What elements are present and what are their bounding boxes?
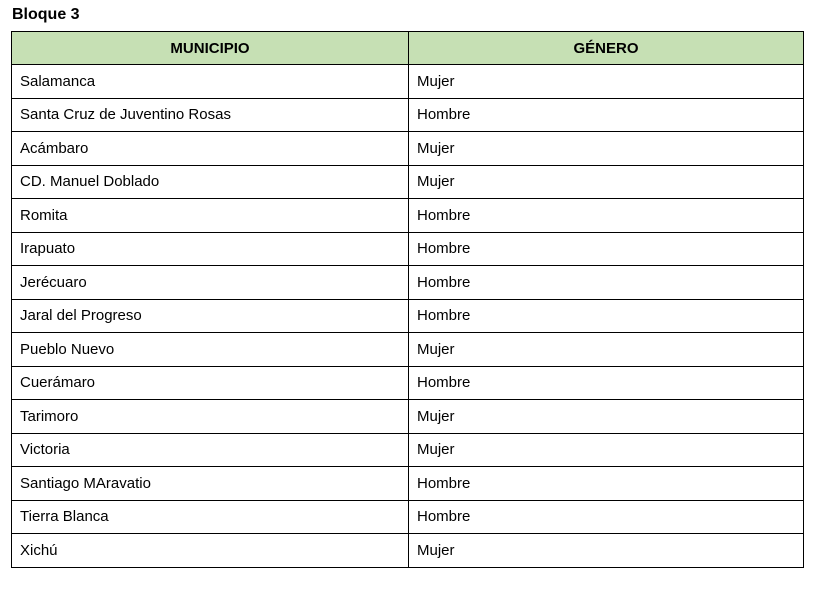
cell-genero: Mujer [409, 165, 804, 199]
cell-municipio: Tierra Blanca [12, 500, 409, 534]
cell-municipio: Victoria [12, 433, 409, 467]
cell-genero: Hombre [409, 98, 804, 132]
cell-genero: Mujer [409, 333, 804, 367]
cell-genero: Hombre [409, 266, 804, 300]
cell-genero: Hombre [409, 366, 804, 400]
block-title: Bloque 3 [12, 6, 80, 23]
table-row [12, 232, 804, 266]
cell-municipio: Salamanca [12, 65, 409, 99]
table-row [12, 333, 804, 367]
cell-municipio: Santiago MAravatio [12, 467, 409, 501]
cell-municipio: Xichú [12, 534, 409, 568]
cell-municipio: Jerécuaro [12, 266, 409, 300]
table-row [12, 165, 804, 199]
table-row [12, 467, 804, 501]
table-row [12, 65, 804, 99]
table-row [12, 299, 804, 333]
cell-municipio: CD. Manuel Doblado [12, 165, 409, 199]
cell-municipio: Romita [12, 199, 409, 233]
header-genero: GÉNERO [409, 32, 804, 65]
cell-municipio: Irapuato [12, 232, 409, 266]
cell-genero: Mujer [409, 400, 804, 434]
table-row [12, 400, 804, 434]
municipio-genero-table [11, 31, 804, 568]
table-row [12, 534, 804, 568]
table-row [12, 98, 804, 132]
table-row [12, 199, 804, 233]
cell-genero: Mujer [409, 534, 804, 568]
table-header-row [12, 32, 804, 65]
table-row [12, 266, 804, 300]
cell-municipio: Tarimoro [12, 400, 409, 434]
table-row [12, 500, 804, 534]
cell-municipio: Pueblo Nuevo [12, 333, 409, 367]
cell-municipio: Cuerámaro [12, 366, 409, 400]
table-row [12, 132, 804, 166]
cell-genero: Mujer [409, 65, 804, 99]
table-row [12, 366, 804, 400]
table-row [12, 433, 804, 467]
cell-genero: Hombre [409, 199, 804, 233]
cell-genero: Hombre [409, 500, 804, 534]
cell-genero: Hombre [409, 232, 804, 266]
header-municipio: MUNICIPIO [12, 32, 409, 65]
cell-municipio: Jaral del Progreso [12, 299, 409, 333]
cell-genero: Hombre [409, 467, 804, 501]
cell-municipio: Acámbaro [12, 132, 409, 166]
cell-genero: Mujer [409, 433, 804, 467]
cell-genero: Mujer [409, 132, 804, 166]
cell-genero: Hombre [409, 299, 804, 333]
cell-municipio: Santa Cruz de Juventino Rosas [12, 98, 409, 132]
